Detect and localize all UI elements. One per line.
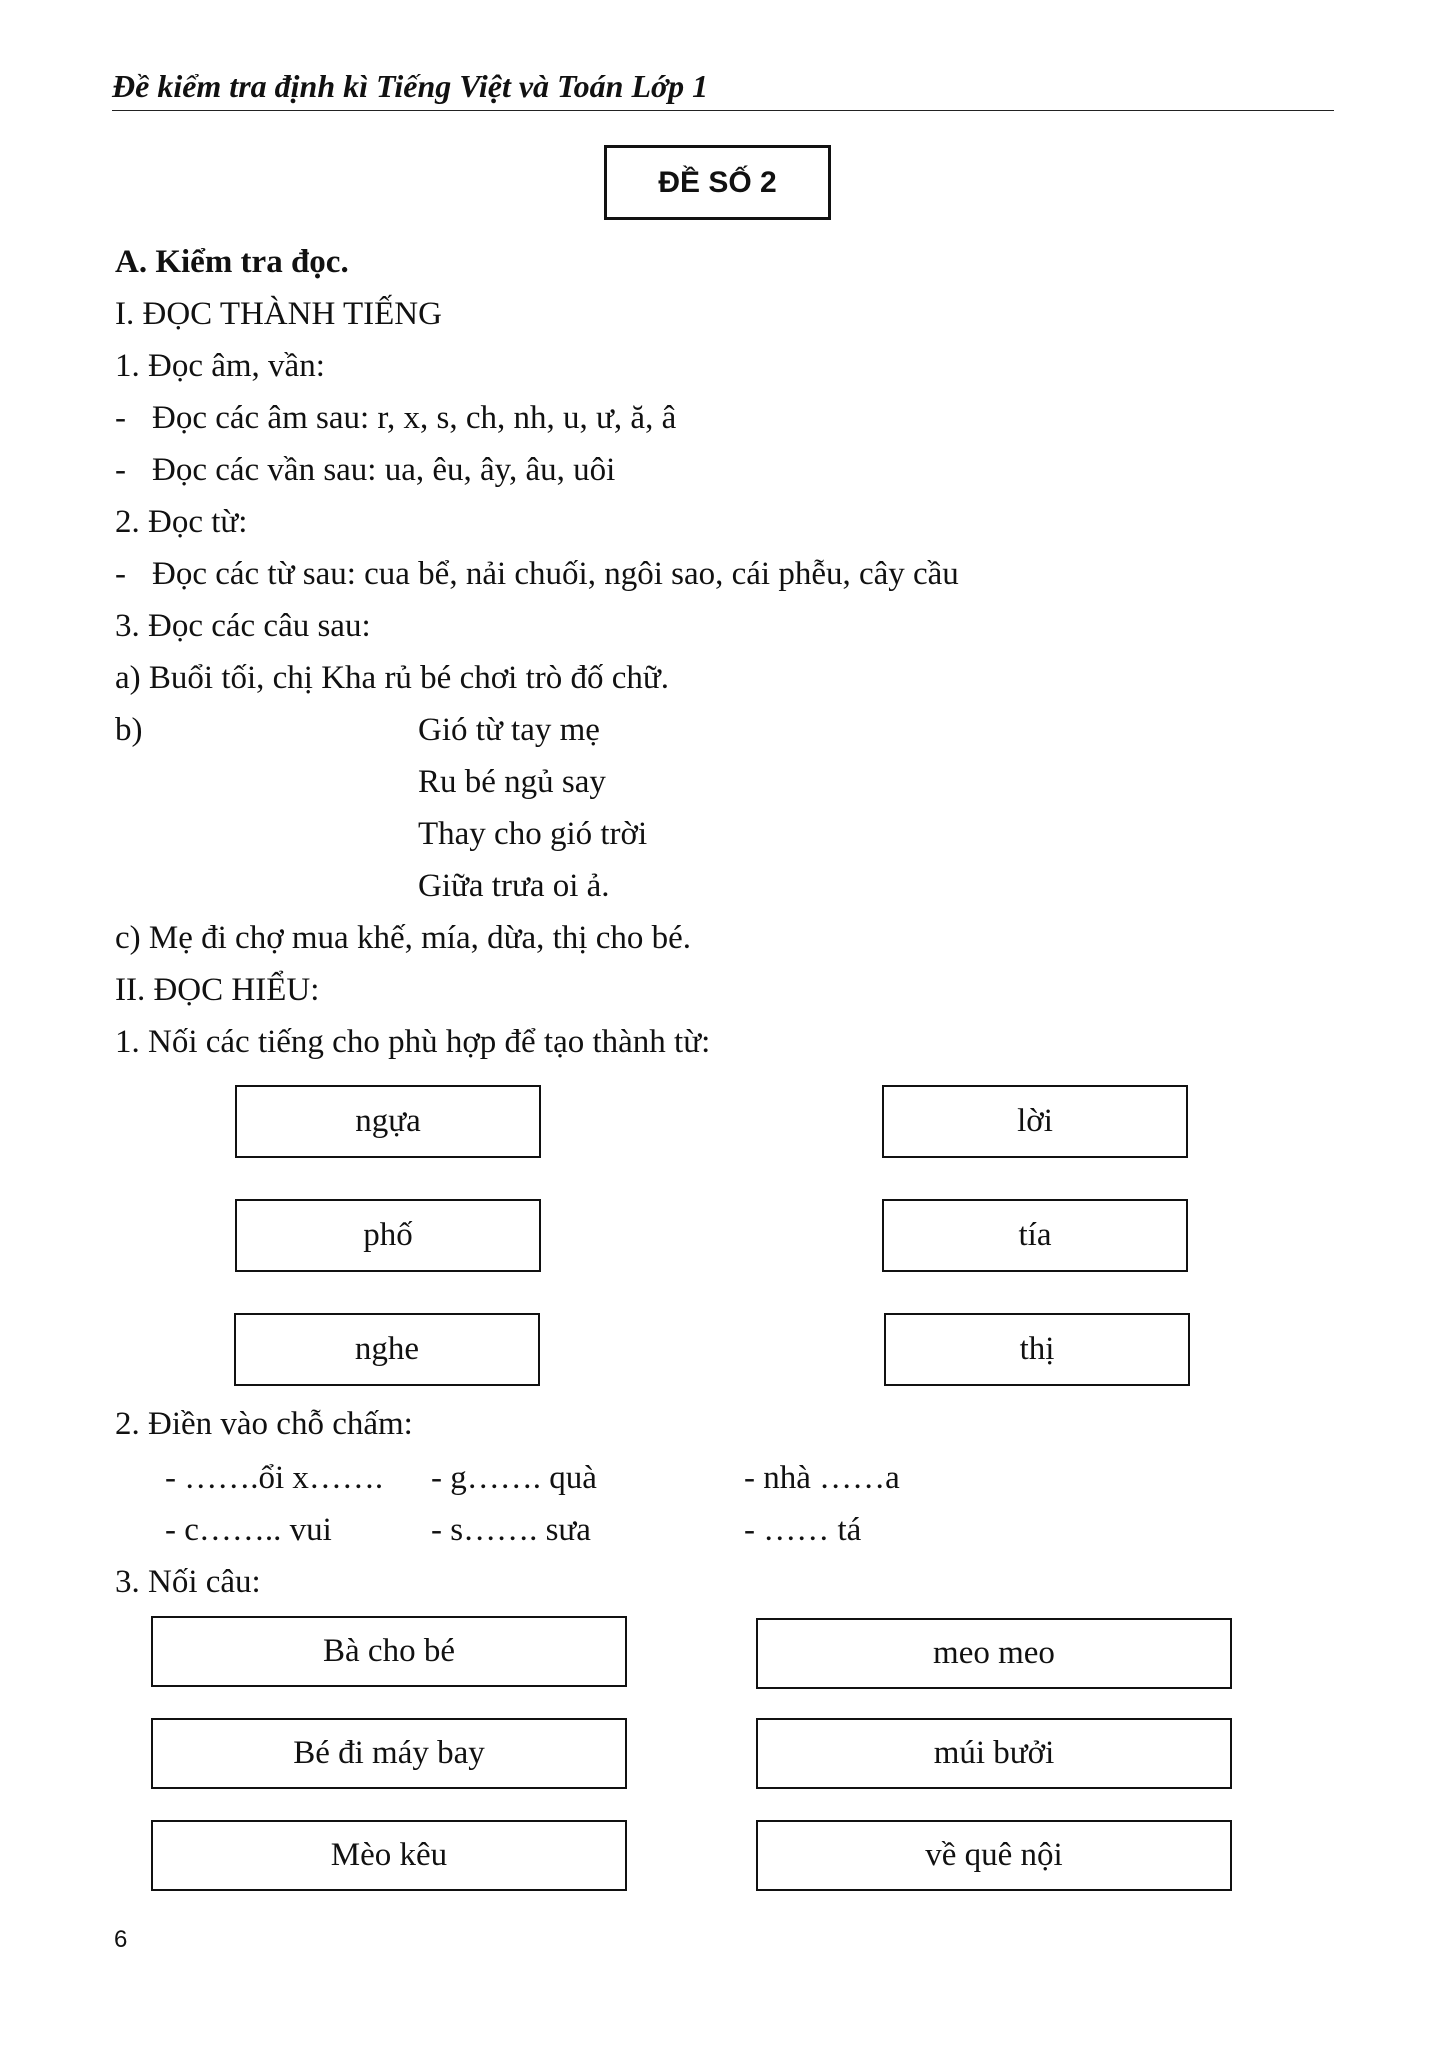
running-header: Đề kiểm tra định kì Tiếng Việt và Toán Lớp 1 [112, 68, 709, 104]
match-sentence-right: về quê nội [756, 1820, 1232, 1891]
exam-title: ĐỀ SỐ 2 [604, 145, 831, 220]
part1-q1-item: - Đọc các vần sau: ua, êu, ây, âu, uôi [115, 452, 616, 488]
match-word-right: thị [884, 1313, 1190, 1386]
poem-line: Thay cho gió trời [418, 816, 648, 852]
part1-q3: 3. Đọc các câu sau: [115, 608, 371, 644]
fill-blank-item: - c…….. vui [165, 1512, 332, 1548]
section-a-heading: A. Kiểm tra đọc. [115, 244, 349, 280]
match-word-left: nghe [234, 1313, 540, 1386]
match-word-right: tía [882, 1199, 1188, 1272]
match-word-left: ngựa [235, 1085, 541, 1158]
match-sentence-left: Bé đi máy bay [151, 1718, 627, 1789]
part1-q3-a: a) Buổi tối, chị Kha rủ bé chơi trò đố chữ. [115, 660, 670, 696]
bullet-dash: - [115, 400, 126, 436]
match-sentence-left: Bà cho bé [151, 1616, 627, 1687]
match-sentence-right: múi bưởi [756, 1718, 1232, 1789]
fill-blank-item: - …… tá [744, 1512, 862, 1548]
part1-q3-b-label: b) [115, 712, 143, 748]
part1-q3-c: c) Mẹ đi chợ mua khế, mía, dừa, thị cho bé. [115, 920, 692, 956]
fill-blank-item: - nhà ……a [744, 1460, 900, 1496]
part1-heading: I. ĐỌC THÀNH TIẾNG [115, 296, 442, 332]
part2-q3: 3. Nối câu: [115, 1564, 261, 1600]
fill-blank-item: - s……. sưa [431, 1512, 591, 1548]
poem-line: Giữa trưa oi ả. [418, 868, 610, 904]
match-sentence-right: meo meo [756, 1618, 1232, 1689]
part1-q1-item: - Đọc các âm sau: r, x, s, ch, nh, u, ư, ă, â [115, 400, 677, 436]
part2-heading: II. ĐỌC HIỂU: [115, 972, 320, 1008]
part1-q2: 2. Đọc từ: [115, 504, 248, 540]
match-sentence-left: Mèo kêu [151, 1820, 627, 1891]
match-word-right: lời [882, 1085, 1188, 1158]
part2-q1: 1. Nối các tiếng cho phù hợp để tạo thành từ: [115, 1024, 711, 1060]
part1-q2-item: - Đọc các từ sau: cua bể, nải chuối, ngôi sao, cái phễu, cây cầu [115, 556, 959, 592]
header-divider [112, 110, 1334, 111]
fill-blank-item: - g……. quà [431, 1460, 597, 1496]
fill-blank-item: - …….ổi x……. [165, 1460, 384, 1496]
poem-line: Gió từ tay mẹ [418, 712, 600, 748]
page-number: 6 [114, 1926, 128, 1953]
poem-line: Ru bé ngủ say [418, 764, 606, 800]
match-word-left: phố [235, 1199, 541, 1272]
bullet-dash: - [115, 452, 126, 488]
part1-q1: 1. Đọc âm, vần: [115, 348, 325, 384]
bullet-dash: - [115, 556, 126, 592]
part2-q2: 2. Điền vào chỗ chấm: [115, 1406, 413, 1442]
